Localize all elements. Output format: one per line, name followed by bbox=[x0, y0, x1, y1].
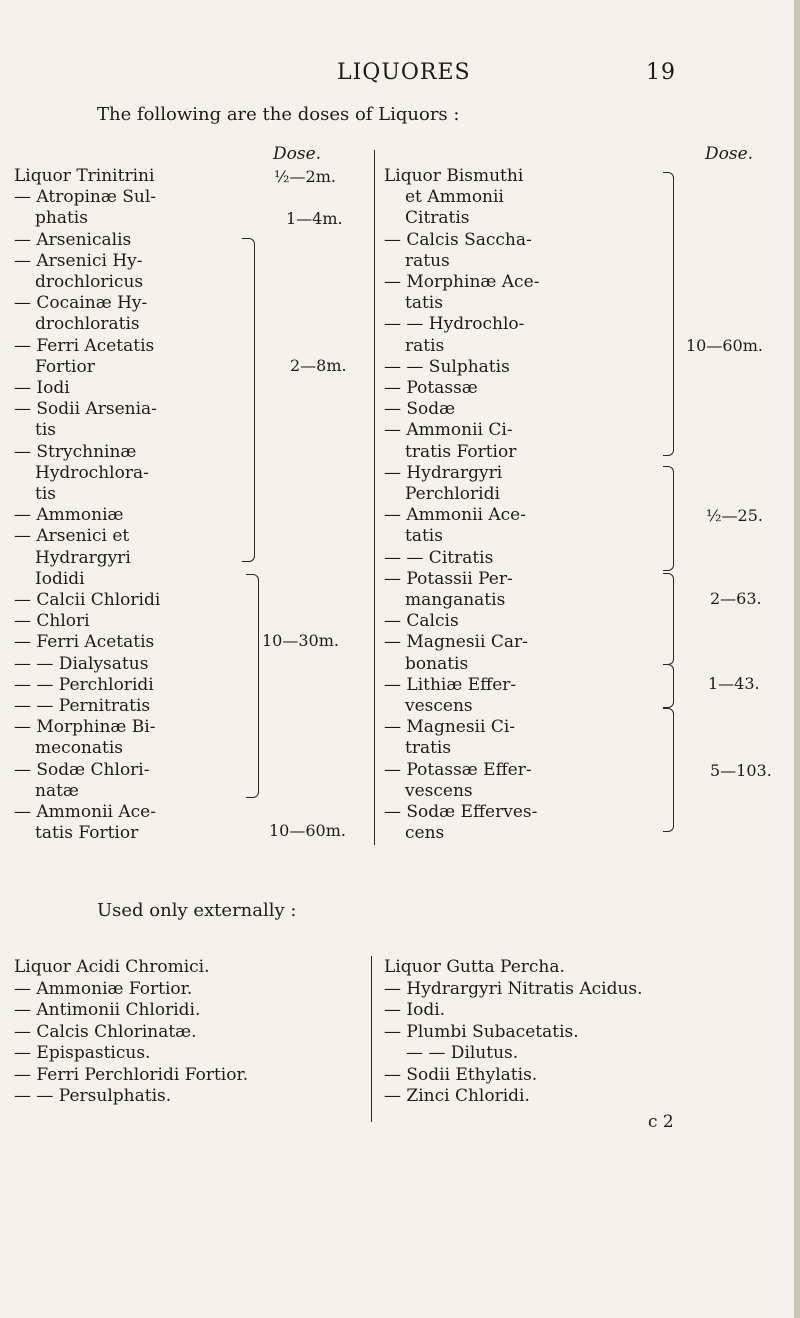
right-dose: 2—63. bbox=[710, 589, 762, 608]
entry: tis bbox=[35, 420, 56, 441]
page-number: 19 bbox=[646, 60, 676, 85]
entry: — — Dialysatus bbox=[14, 653, 149, 674]
entry: — Ferri Acetatis bbox=[14, 632, 155, 653]
entry: — Potassæ bbox=[384, 378, 478, 399]
entry: — Calcii Chloridi bbox=[14, 590, 161, 611]
external-heading: Used only externally : bbox=[97, 900, 297, 921]
entry: — Magnesii Ci- bbox=[384, 717, 516, 738]
entry: — Sodæ bbox=[384, 399, 456, 420]
left-dose: 2—8m. bbox=[290, 356, 347, 375]
entry: — Arsenicalis bbox=[14, 229, 132, 250]
entry: ratus bbox=[405, 250, 450, 271]
entry: vescens bbox=[405, 696, 473, 717]
list-item: — — Dilutus. bbox=[406, 1043, 519, 1063]
entry: — Arsenici et bbox=[14, 526, 130, 547]
entry: — Morphinæ Bi- bbox=[14, 717, 156, 738]
entry: — — Pernitratis bbox=[14, 696, 151, 717]
intro-line: The following are the doses of Liquors : bbox=[97, 104, 460, 125]
left-entries bbox=[14, 166, 160, 845]
list-item: — Plumbi Subacetatis. bbox=[384, 1021, 579, 1042]
entry: manganatis bbox=[405, 590, 506, 611]
brace bbox=[246, 574, 259, 798]
right-dose: 10—60m. bbox=[686, 336, 763, 355]
entry: — Ammonii Ci- bbox=[384, 420, 513, 441]
right-dose: 5—103. bbox=[710, 761, 772, 780]
list-item: — Ferri Perchloridi Fortior. bbox=[14, 1064, 249, 1085]
page-edge bbox=[794, 0, 800, 1318]
entry: drochloratis bbox=[35, 314, 140, 335]
entry: bonatis bbox=[405, 653, 469, 674]
entry: natæ bbox=[35, 780, 79, 801]
external-divider bbox=[371, 956, 372, 1122]
entry: ratis bbox=[405, 335, 445, 356]
brace bbox=[663, 466, 674, 571]
list-item: — Epispasticus. bbox=[14, 1043, 151, 1063]
entry: Liquor Bismuthi bbox=[384, 166, 524, 186]
brace bbox=[663, 573, 674, 665]
entry: — Calcis bbox=[384, 611, 459, 632]
entry: — Ammonii Ace- bbox=[14, 802, 156, 823]
entry: — Lithiæ Effer- bbox=[384, 674, 517, 695]
entry: Iodidi bbox=[35, 568, 85, 589]
entry: vescens bbox=[405, 780, 473, 801]
entry: Hydrochlora- bbox=[35, 462, 149, 483]
right-dose: ½—25. bbox=[706, 506, 763, 525]
brace bbox=[663, 172, 674, 456]
left-dose: 1—4m. bbox=[286, 209, 343, 228]
entry: phatis bbox=[35, 208, 88, 229]
right-dose-header: Dose. bbox=[705, 144, 754, 164]
entry: meconatis bbox=[35, 738, 124, 759]
external-left-list bbox=[14, 957, 248, 1108]
list-item: Liquor Gutta Percha. bbox=[384, 957, 565, 977]
brace bbox=[663, 664, 674, 708]
entry: — Sodæ Chlori- bbox=[14, 759, 150, 780]
entry: — Chlori bbox=[14, 611, 90, 632]
list-item: — Hydrargyri Nitratis Acidus. bbox=[384, 978, 643, 999]
list-item: — Iodi. bbox=[384, 1000, 446, 1020]
list-item: — Ammoniæ Fortior. bbox=[14, 978, 193, 999]
entry: — Atropinæ Sul- bbox=[14, 187, 157, 208]
signature-mark: c 2 bbox=[648, 1112, 674, 1132]
entry: — Strychninæ bbox=[14, 441, 137, 462]
entry: — Potassæ Effer- bbox=[384, 759, 532, 780]
entry: tatis Fortior bbox=[35, 823, 139, 844]
entry: — — Sulphatis bbox=[384, 356, 510, 377]
brace bbox=[663, 708, 674, 832]
list-item: — — Persulphatis. bbox=[14, 1086, 172, 1106]
left-dose: ½—2m. bbox=[274, 167, 336, 186]
entry: — Arsenici Hy- bbox=[14, 250, 143, 271]
entry: Liquor Trinitrini bbox=[14, 166, 155, 186]
entry: — — Perchloridi bbox=[14, 674, 154, 695]
right-dose: 1—43. bbox=[708, 674, 760, 693]
running-head: LIQUORES bbox=[337, 60, 471, 85]
entry: — Ferri Acetatis bbox=[14, 335, 155, 356]
left-dose: 10—60m. bbox=[269, 821, 346, 840]
entry: — Sodæ Efferves- bbox=[384, 802, 538, 823]
list-item: — Zinci Chloridi. bbox=[384, 1086, 530, 1106]
list-item: — Antimonii Chloridi. bbox=[14, 1000, 201, 1020]
entry: — — Hydrochlo- bbox=[384, 314, 525, 335]
entry: — Hydrargyri bbox=[384, 462, 503, 483]
entry: — — Citratis bbox=[384, 547, 494, 568]
entry: Fortior bbox=[35, 356, 95, 377]
entry: — Ammoniæ bbox=[14, 505, 124, 526]
entry: drochloricus bbox=[35, 272, 144, 293]
left-dose-header: Dose. bbox=[273, 144, 322, 164]
external-right-list bbox=[384, 957, 643, 1108]
list-item: — Sodii Ethylatis. bbox=[384, 1064, 538, 1085]
list-item: Liquor Acidi Chromici. bbox=[14, 957, 210, 977]
entry: — Magnesii Car- bbox=[384, 632, 528, 653]
entry: — Ammonii Ace- bbox=[384, 505, 526, 526]
entry: et Ammonii bbox=[405, 187, 504, 208]
left-dose: 10—30m. bbox=[262, 631, 339, 650]
entry: — Cocainæ Hy- bbox=[14, 293, 148, 314]
entry: cens bbox=[405, 823, 445, 844]
right-entries bbox=[384, 166, 539, 845]
entry: — Calcis Saccha- bbox=[384, 229, 532, 250]
brace bbox=[242, 238, 255, 562]
entry: tratis Fortior bbox=[405, 441, 517, 462]
entry: — Iodi bbox=[14, 378, 70, 399]
entry: tratis bbox=[405, 738, 452, 759]
entry: tatis bbox=[405, 293, 443, 314]
list-item: — Calcis Chlorinatæ. bbox=[14, 1021, 197, 1042]
entry: — Sodii Arsenia- bbox=[14, 399, 157, 420]
entry: tatis bbox=[405, 526, 443, 547]
entry: — Morphinæ Ace- bbox=[384, 272, 540, 293]
entry: Perchloridi bbox=[405, 484, 500, 505]
entry: Citratis bbox=[405, 208, 470, 229]
entry: — Potassii Per- bbox=[384, 568, 513, 589]
entry: tis bbox=[35, 484, 56, 505]
entry: Hydrargyri bbox=[35, 547, 131, 568]
column-divider bbox=[374, 150, 375, 845]
